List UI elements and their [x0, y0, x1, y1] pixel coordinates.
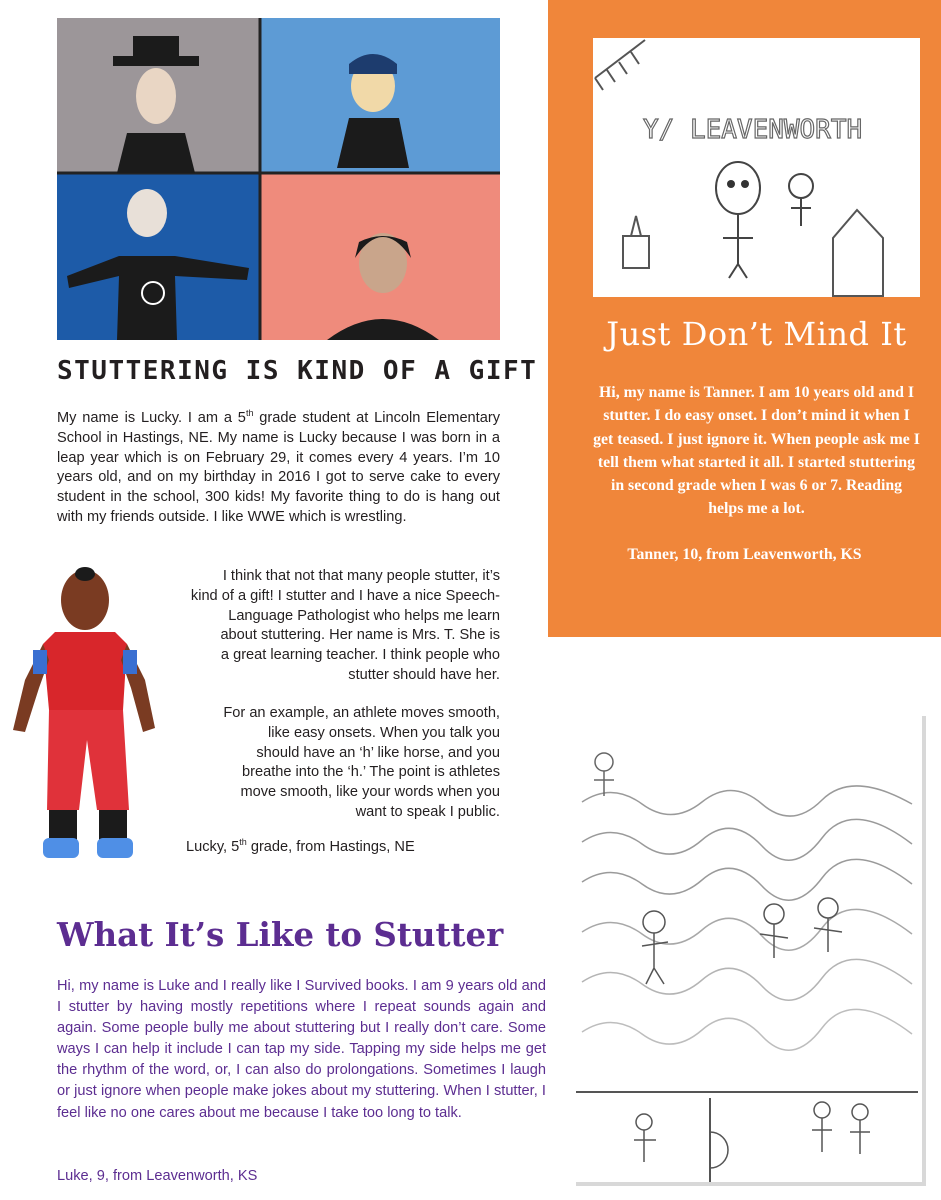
gift-paragraph-3-line: For an example, an athlete moves smooth,	[223, 705, 500, 721]
gift-paragraph-2-line: Language Pathologist who helps me learn	[228, 607, 500, 624]
article-title-like: What It’s Like to Stutter	[57, 915, 504, 954]
article-title-gift: STUTTERING IS KIND OF A GIFT	[57, 356, 538, 386]
leavenworth-drawing-text: Y/ LEAVENWORTH	[643, 115, 863, 145]
like-signature: Luke, 9, from Leavenworth, KS	[57, 1168, 258, 1184]
gift-paragraph-3-line: breathe into the ‘h.’ The point is athletes	[242, 764, 500, 781]
gift-paragraph-2	[156, 567, 500, 686]
gift-paragraph-2-line: kind of a gift! I stutter and I have a nice Speech-	[190, 587, 500, 604]
gift-paragraph-2-line: I think that not that many people stutter, it’s	[222, 568, 500, 584]
gift-paragraph-1: My name is Lucky. I am a 5th grade student at Lincoln Elementary School in Hastings, NE. My name is Lucky because I was born in a leap year which is on February 29, it comes every 4 years. I’m 10 years old, and on my birthday in 2016 I got to serve cake to every student in the school, 300 kids! My favorite thing to do is hang out with my friends outside. I like WWE which is wrestling.	[57, 408, 500, 525]
gift-paragraph-2-line: stutter should have her.	[348, 666, 500, 683]
gift-paragraph-3-line: want to speak I public.	[355, 803, 500, 820]
sports-drawing	[572, 712, 922, 1182]
wrestler-figure-drawing	[3, 560, 189, 870]
wrestlers-drawing	[57, 18, 500, 340]
mind-signature: Tanner, 10, from Leavenworth, KS	[627, 546, 862, 563]
gift-paragraph-3-line: move smooth, like your words when you	[240, 784, 500, 801]
gift-paragraph-2-line: about stuttering. Her name is Mrs. T. She is	[220, 627, 500, 644]
gift-paragraph-3-line: like easy onsets. When you talk you	[268, 724, 500, 741]
like-paragraph: Hi, my name is Luke and I really like I Survived books. I am 9 years old and I stutter by having mostly repetitions where I repeat sounds again and again. Some people bully me about stuttering but I really don’t care. Some ways I can help it include I can tap my side. Tapping my side helps me get the rhythm of the word, or, I can also do prolongations. Sometimes I laugh or just ignore when people make jokes about my stuttering. When I stutter, I feel like no one cares about me because I take too long to talk.	[57, 978, 546, 1121]
gift-paragraph-2-line: a great learning teacher. I think people who	[220, 647, 500, 664]
gift-signature: Lucky, 5th grade, from Hastings, NE	[186, 837, 415, 855]
article-title-mind: Just Don’t Mind It	[606, 315, 907, 353]
gift-paragraph-3	[156, 704, 500, 823]
gift-paragraph-3-line: should have an ‘h’ like horse, and you	[256, 744, 500, 761]
leavenworth-drawing	[593, 38, 920, 297]
mind-paragraph: Hi, my name is Tanner. I am 10 years old and I stutter. I do easy onset. I don’t mind it when I get teased. I just ignore it. When people ask me I tell them what started it all. I started stuttering in second grade when I was 6 or 7. Reading helps me a lot.	[593, 384, 920, 518]
